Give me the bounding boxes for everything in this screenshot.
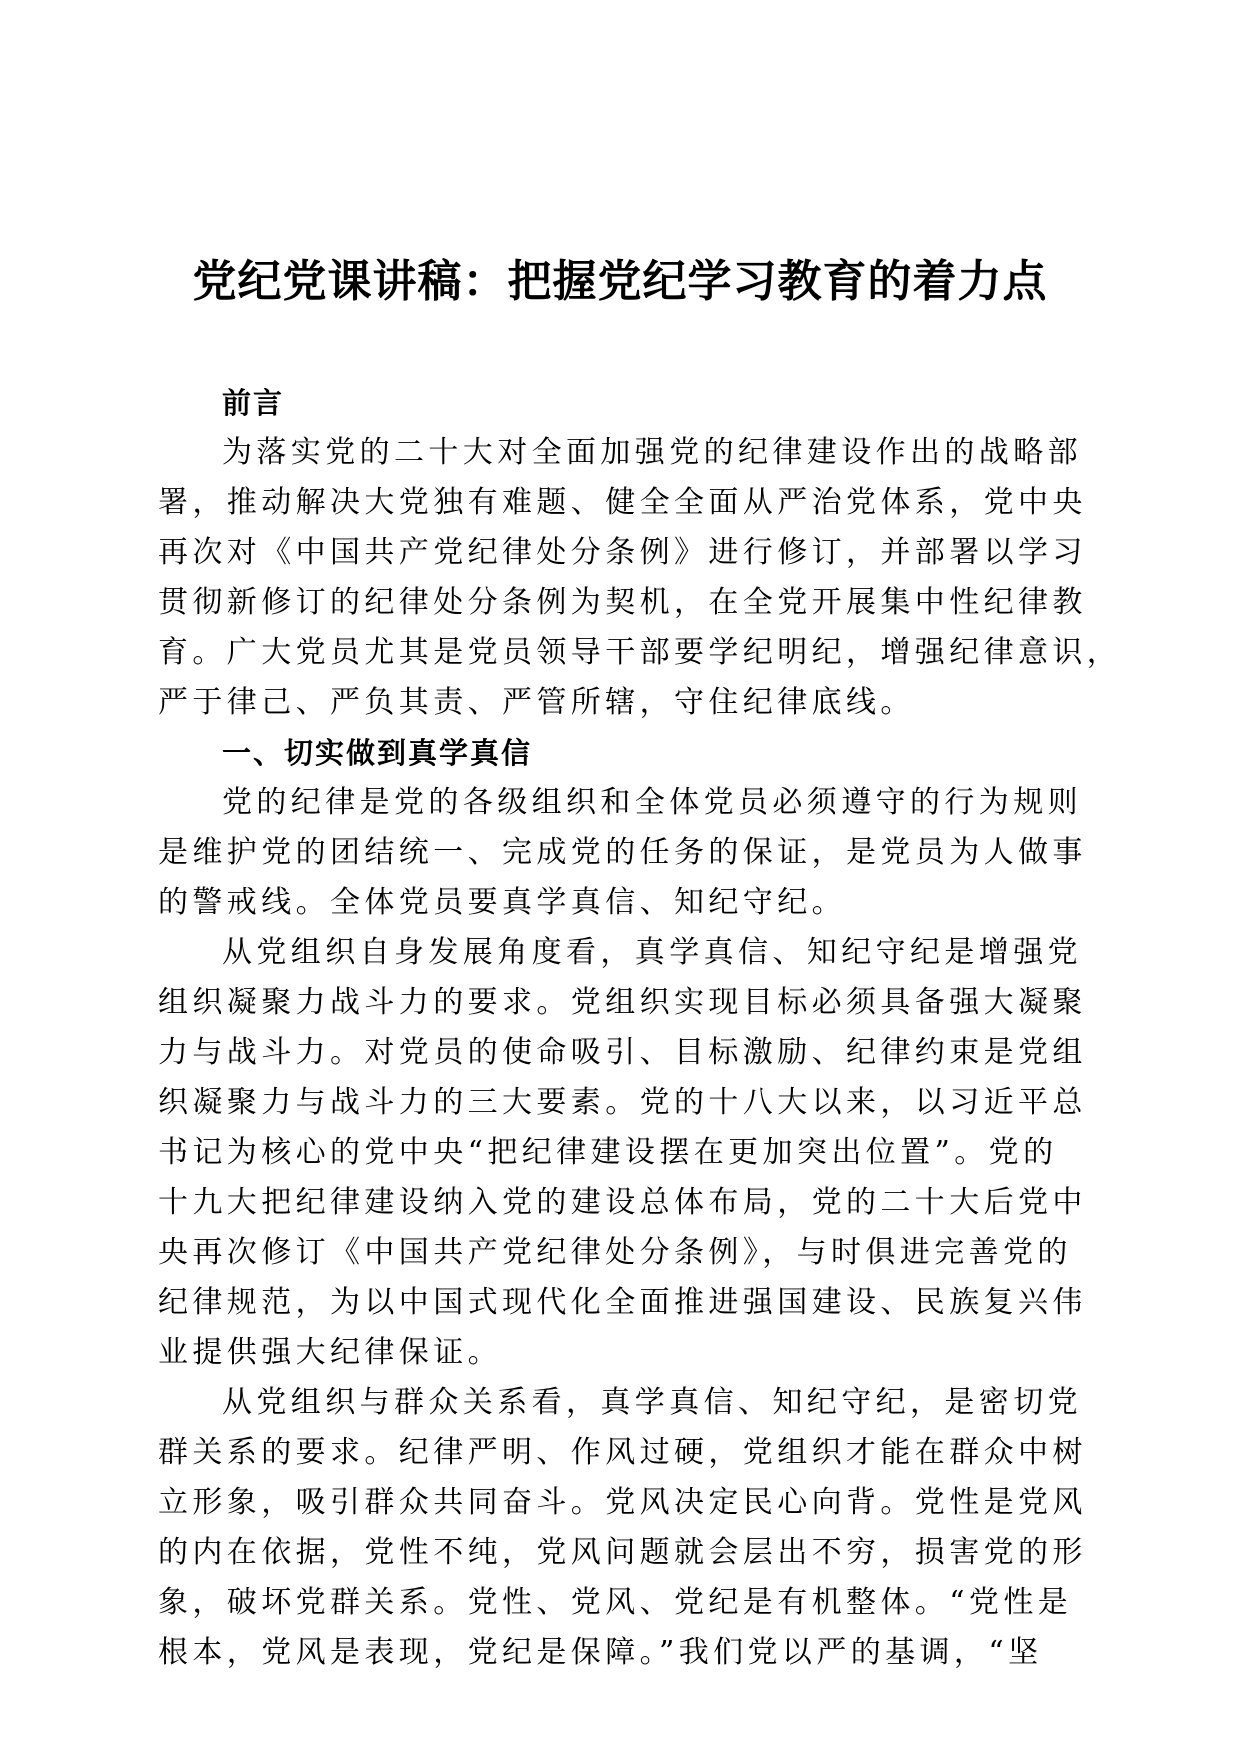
paragraph-line: 党的纪律是党的各级组织和全体党员必须遵守的行为规则 (222, 785, 1082, 820)
paragraph-line: 为落实党的二十大对全面加强党的纪律建设作出的战略部 (222, 435, 1082, 470)
paragraph-line: 根本，党风是表现，党纪是保障。”我们党以严的基调，“坚 (158, 1635, 1043, 1670)
paragraph-line: 再次对《中国共产党纪律处分条例》进行修订，并部署以学习 (158, 535, 1087, 570)
paragraph-line: 力与战斗力。对党员的使命吸引、目标激励、纪律约束是党组 (158, 1035, 1087, 1070)
paragraph-line: 的警戒线。全体党员要真学真信、知纪守纪。 (158, 885, 846, 920)
paragraph-line: 十九大把纪律建设纳入党的建设总体布局，党的二十大后党中 (158, 1185, 1087, 1220)
paragraph-line: 书记为核心的党中央“把纪律建设摆在更加突出位置”。党的 (158, 1135, 1058, 1170)
paragraph (158, 928, 1088, 1378)
paragraph (158, 1378, 1088, 1678)
paragraph-line: 从党组织与群众关系看，真学真信、知纪守纪，是密切党 (222, 1385, 1082, 1420)
paragraph-line: 群关系的要求。纪律严明、作风过硬，党组织才能在群众中树 (158, 1435, 1087, 1470)
paragraph-line: 的内在依据，党性不纯，党风问题就会层出不穷，损害党的形 (158, 1535, 1087, 1570)
section-heading-1: 一、切实做到真学真信 (222, 736, 533, 770)
paragraph-line: 严于律己、严负其责、严管所辖，守住纪律底线。 (158, 685, 915, 720)
paragraph-line: 署，推动解决大党独有难题、健全全面从严治党体系，党中央 (158, 485, 1087, 520)
paragraph-line: 央再次修订《中国共产党纪律处分条例》，与时俱进完善党的 (158, 1235, 1072, 1270)
paragraph-line: 从党组织自身发展角度看，真学真信、知纪守纪是增强党 (222, 935, 1082, 970)
paragraph-line: 立形象，吸引群众共同奋斗。党风决定民心向背。党性是党风 (158, 1485, 1087, 1520)
paragraph-line: 是维护党的团结统一、完成党的任务的保证，是党员为人做事 (158, 835, 1087, 870)
page-title: 党纪党课讲稿：把握党纪学习教育的着力点 (192, 256, 1048, 307)
paragraph-line: 纪律规范，为以中国式现代化全面推进强国建设、民族复兴伟 (158, 1285, 1087, 1320)
paragraph-line: 象，破坏党群关系。党性、党风、党纪是有机整体。“党性是 (158, 1585, 1073, 1620)
document-body (158, 378, 1122, 1678)
paragraph-line: 织凝聚力与战斗力的三大要素。党的十八大以来，以习近平总 (158, 1085, 1087, 1120)
paragraph-line: 组织凝聚力战斗力的要求。党组织实现目标必须具备强大凝聚 (158, 985, 1087, 1020)
paragraph (158, 428, 1122, 728)
paragraph-line: 贯彻新修订的纪律处分条例为契机，在全党开展集中性纪律教 (158, 585, 1087, 620)
paragraph (158, 778, 1088, 928)
section-heading-preface: 前言 (222, 386, 285, 420)
paragraph-line: 业提供强大纪律保证。 (158, 1335, 502, 1370)
paragraph-line: 育。广大党员尤其是党员领导干部要学纪明纪，增强纪律意识， (158, 635, 1122, 670)
